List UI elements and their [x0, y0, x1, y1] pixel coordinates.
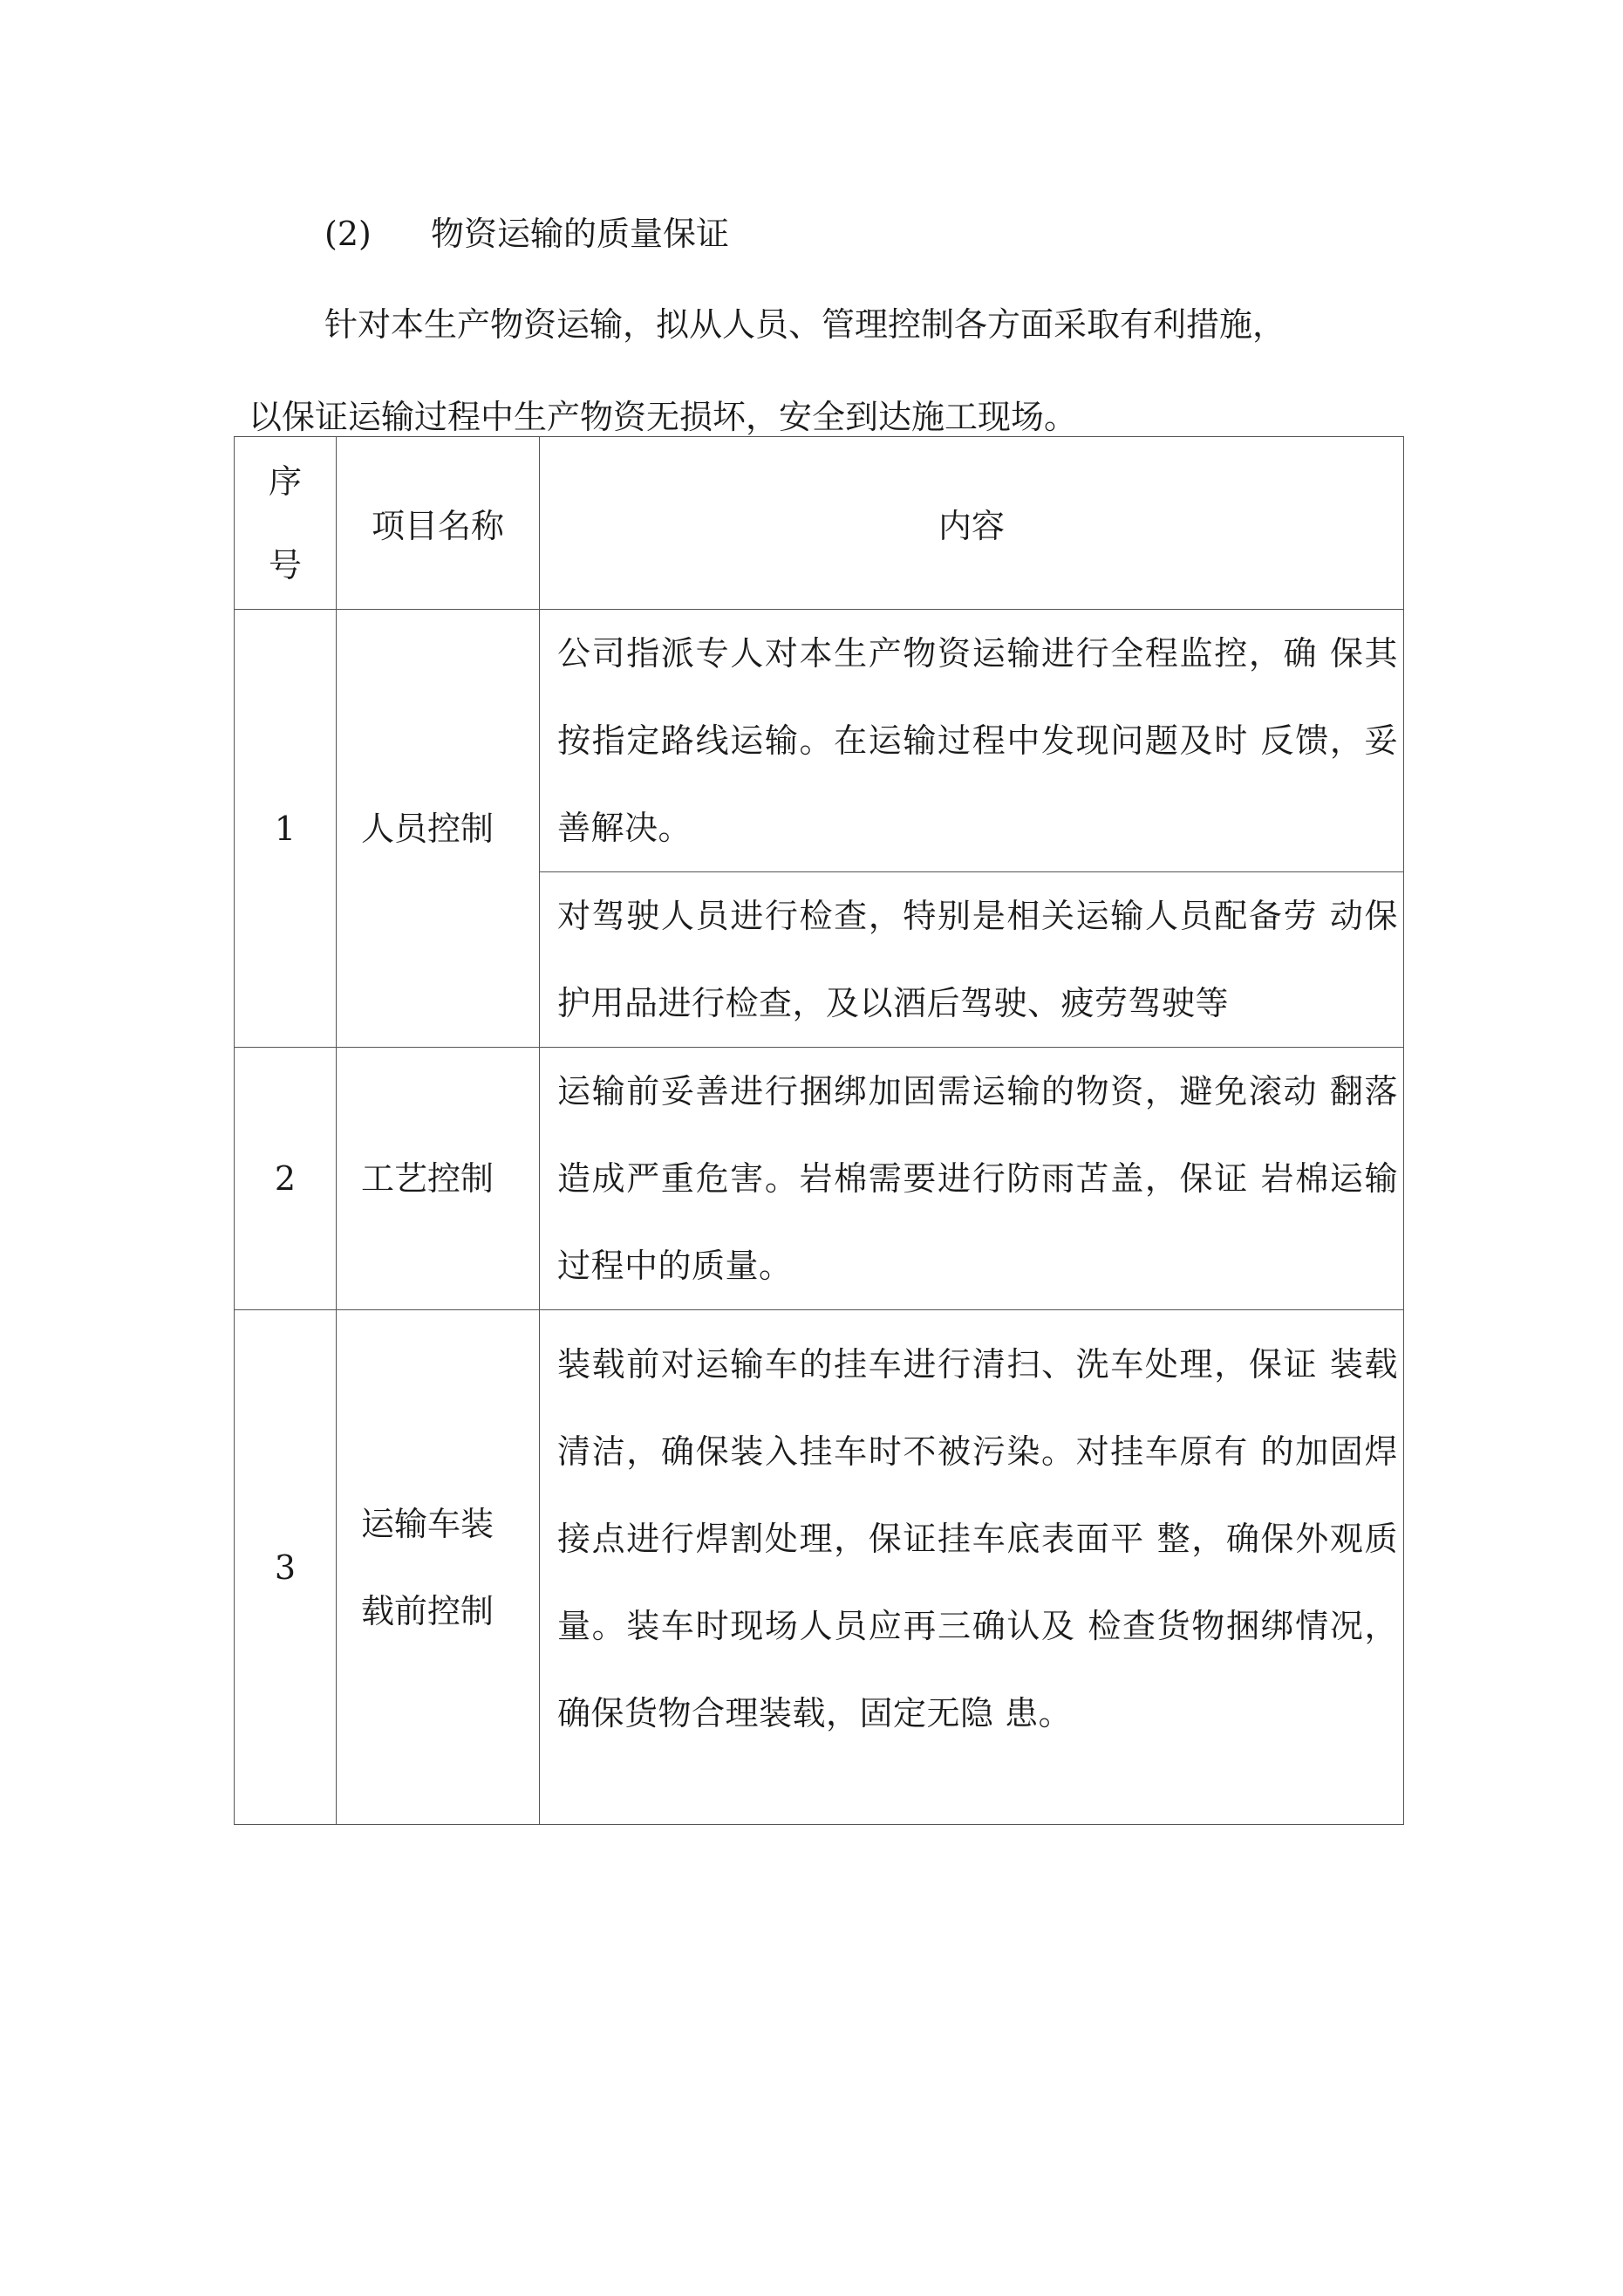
table-row — [235, 1048, 1404, 1310]
header-name: 项目名称 — [337, 437, 540, 610]
section-number: (2) — [324, 215, 372, 253]
row-seq: 1 — [235, 610, 337, 1048]
row-name: 运输车装 载前控制 — [337, 1310, 540, 1825]
header-seq: 序 号 — [235, 437, 337, 610]
row-content: 公司指派专人对本生产物资运输进行全程监控，确 保其按指定路线运输。在运输过程中发现问题及时 反馈，妥善解决。 — [540, 610, 1404, 872]
row-content: 运输前妥善进行捆绑加固需运输的物资，避免滚动 翻落造成严重危害。岩棉需要进行防雨苫盖，保证 岩棉运输过程中的质量。 — [540, 1048, 1404, 1310]
row-seq: 3 — [235, 1310, 337, 1825]
quality-table — [234, 436, 1404, 1825]
table-row — [235, 1310, 1404, 1825]
intro-line-1: 针对本生产物资运输，拟从人员、管理控制各方面采取有利措施， — [324, 305, 1286, 344]
header-content: 内容 — [540, 437, 1404, 610]
section-heading — [324, 208, 729, 260]
table-row — [235, 610, 1404, 872]
table-header-row — [235, 437, 1404, 610]
row-content: 装载前对运输车的挂车进行清扫、洗车处理，保证 装载清洁，确保装入挂车时不被污染。对挂车原有 的加固焊接点进行焊割处理，保证挂车底表面平 整，确保外观质量。装车时现场人员应再三确认及 检查货物捆绑情况，确保货物合理装载，固定无隐 患。 — [540, 1310, 1404, 1825]
row-content: 对驾驶人员进行检查，特别是相关运输人员配备劳 动保护用品进行检查，及以酒后驾驶、疲劳驾驶等 — [540, 872, 1404, 1048]
intro-line-2: 以保证运输过程中生产物资无损坏，安全到达施工现场。 — [249, 398, 1078, 436]
row-seq: 2 — [235, 1048, 337, 1310]
row-name: 工艺控制 — [337, 1048, 540, 1310]
section-title: 物资运输的质量保证 — [431, 215, 730, 253]
row-name: 人员控制 — [337, 610, 540, 1048]
